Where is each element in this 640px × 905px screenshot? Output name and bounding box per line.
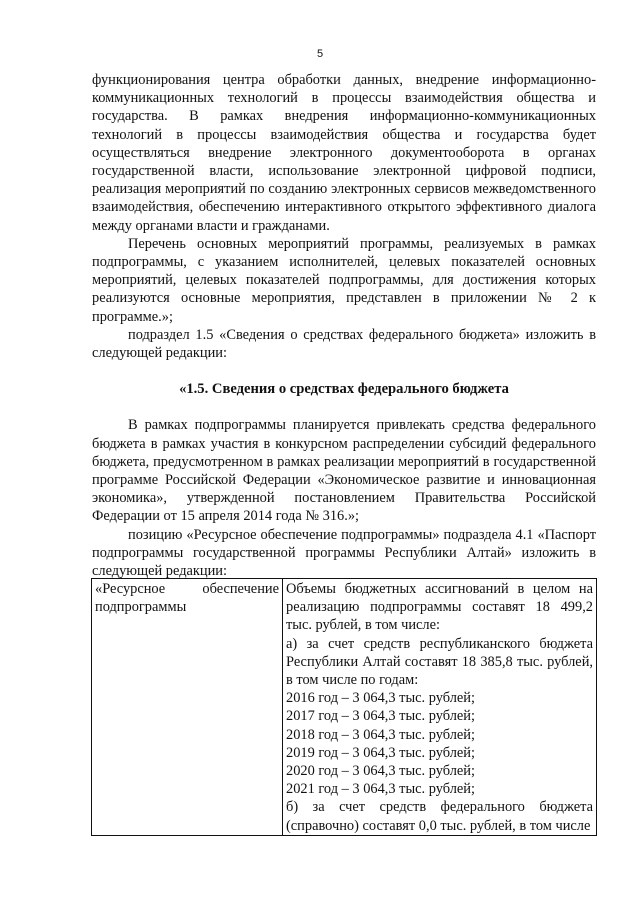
table-year-2021: 2021 год – 3 064,3 тыс. рублей;	[286, 781, 475, 798]
table-year-2020: 2020 год – 3 064,3 тыс. рублей;	[286, 763, 475, 780]
table-year-2016: 2016 год – 3 064,3 тыс. рублей;	[286, 690, 475, 707]
section-heading: «1.5. Сведения о средствах федерального бюджета	[179, 381, 509, 398]
table-item-a: а) за счет средств республиканского бюджета Республики Алтай составят 18 385,8 тыс. рублей, в том числе по годам:	[286, 635, 593, 689]
table-item-b: б) за счет средств федерального бюджета (справочно) составят 0,0 тыс. рублей, в том числе	[286, 799, 593, 834]
document-body	[92, 71, 596, 580]
table-label-cell: «Ресурсное обеспечение подпрограммы	[92, 579, 283, 836]
table-value-cell	[283, 579, 597, 836]
table-row	[92, 579, 597, 836]
table-year-2018: 2018 год – 3 064,3 тыс. рублей;	[286, 726, 475, 743]
paragraph-services: функционирования центра обработки данных, внедрение информационно-коммуникационных технологий в процессы взаимодействия общества и государства. В рамках внедрения информационно-коммуникационных технологий в процессы взаимодействия общества и государства будет осуществляться внедрение электронного документооборота в органах государственной власти, использование электронной цифровой подписи, реализация мероприятий по созданию электронных сервисов межведомственного взаимодействия, обеспечению интерактивного открытого эффективного диалога между органами власти и гражданами.	[92, 72, 596, 234]
paragraph-subsection-edit: подраздел 1.5 «Сведения о средствах федерального бюджета» изложить в следующей редакции:	[92, 326, 596, 362]
table-year-2017: 2017 год – 3 064,3 тыс. рублей;	[286, 708, 475, 725]
paragraph-activities-list: Перечень основных мероприятий программы, реализуемых в рамках подпрограммы, с указанием исполнителей, целевых показателей основных мероприятий, целевых показателей подпрограммы, для достижения которых реализуются основные мероприятия, представлен в приложении № 2 к программе.»;	[92, 235, 596, 325]
table-year-2019: 2019 год – 3 064,3 тыс. рублей;	[286, 744, 475, 761]
page-number: 5	[316, 48, 324, 60]
resource-table	[91, 578, 597, 836]
table-intro: Объемы бюджетных ассигнований в целом на реализацию подпрограммы составят 18 499,2 тыс. рублей, в том числе:	[286, 581, 593, 634]
paragraph-passport-edit: позицию «Ресурсное обеспечение подпрограммы» подраздела 4.1 «Паспорт подпрограммы государственной программы Республики Алтай» изложить в следующей редакции:	[92, 526, 596, 580]
paragraph-federal-funds: В рамках подпрограммы планируется привлекать средства федерального бюджета в рамках участия в конкурсном распределении субсидий федерального бюджета, предусмотренном в рамках реализации мероприятий в государственной программе Российской Федерации «Экономическое развитие и инновационная экономика», утвержденной постановлением Правительства Российской Федерации от 15 апреля 2014 года № 316.»;	[92, 417, 596, 525]
